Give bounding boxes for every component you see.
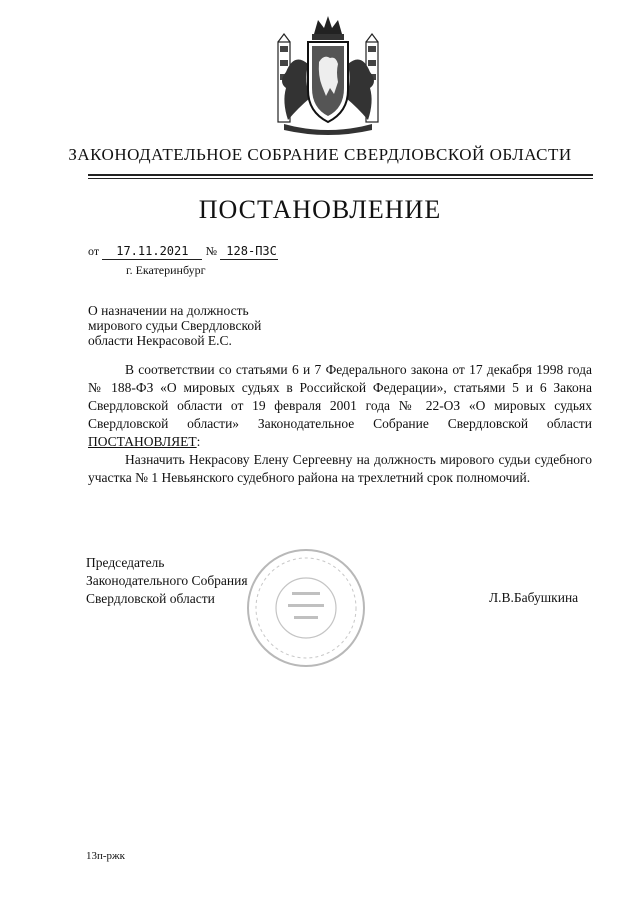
document-subject: [88, 303, 328, 348]
city-line: г. Екатеринбург: [126, 263, 206, 277]
signer-title-line: Председатель: [86, 555, 165, 570]
footer-code: 13п-ржк: [86, 850, 125, 862]
document-type-title: ПОСТАНОВЛЕНИЕ: [198, 195, 442, 224]
number-prefix: №: [205, 244, 218, 258]
header-divider-thick: [88, 174, 593, 176]
paragraph-text: В соответствии со статьями 6 и 7 Федерального закона от 17 декабря 1998 года № 188-ФЗ «О мировых судьях в Российской Федерации», статьями 5 и 6 Закона Свердловской области от 19 февраля 2001 года № 22-ОЗ «О мировых судьях Свердловской области» Законодательное Собрание Свердловской области: [88, 362, 592, 431]
signer-title-line: Законодательного Собрания: [86, 573, 248, 588]
date-number-line: [88, 243, 278, 260]
signer-title-line: Свердловской области: [86, 591, 215, 606]
document-number: 128-ПЗС: [220, 244, 278, 260]
document-body: [88, 361, 592, 487]
coat-of-arms-icon: [264, 12, 392, 140]
body-paragraph: Назначить Некрасову Елену Сергеевну на должность мирового судьи судебного участка № 1 Невьянского судебного района на трехлетний срок полномочий.: [88, 452, 592, 485]
signer-name: Л.В.Бабушкина: [489, 590, 579, 605]
official-seal-stamp-icon: [244, 546, 368, 670]
body-paragraph: [88, 361, 592, 451]
document-date: 17.11.2021: [102, 244, 202, 260]
date-prefix: от: [88, 244, 100, 258]
header-divider-thin: [88, 178, 593, 179]
decree-suffix: :: [196, 434, 201, 449]
signer-title: [86, 554, 248, 608]
subject-line: области Некрасовой Е.С.: [88, 333, 232, 348]
subject-line: мирового судьи Свердловской: [88, 318, 262, 333]
decree-word: ПОСТАНОВЛЯЕТ: [88, 434, 197, 449]
subject-line: О назначении на должность: [88, 303, 249, 318]
organization-name: ЗАКОНОДАТЕЛЬНОЕ СОБРАНИЕ СВЕРДЛОВСКОЙ ОБЛАСТИ: [68, 145, 572, 164]
